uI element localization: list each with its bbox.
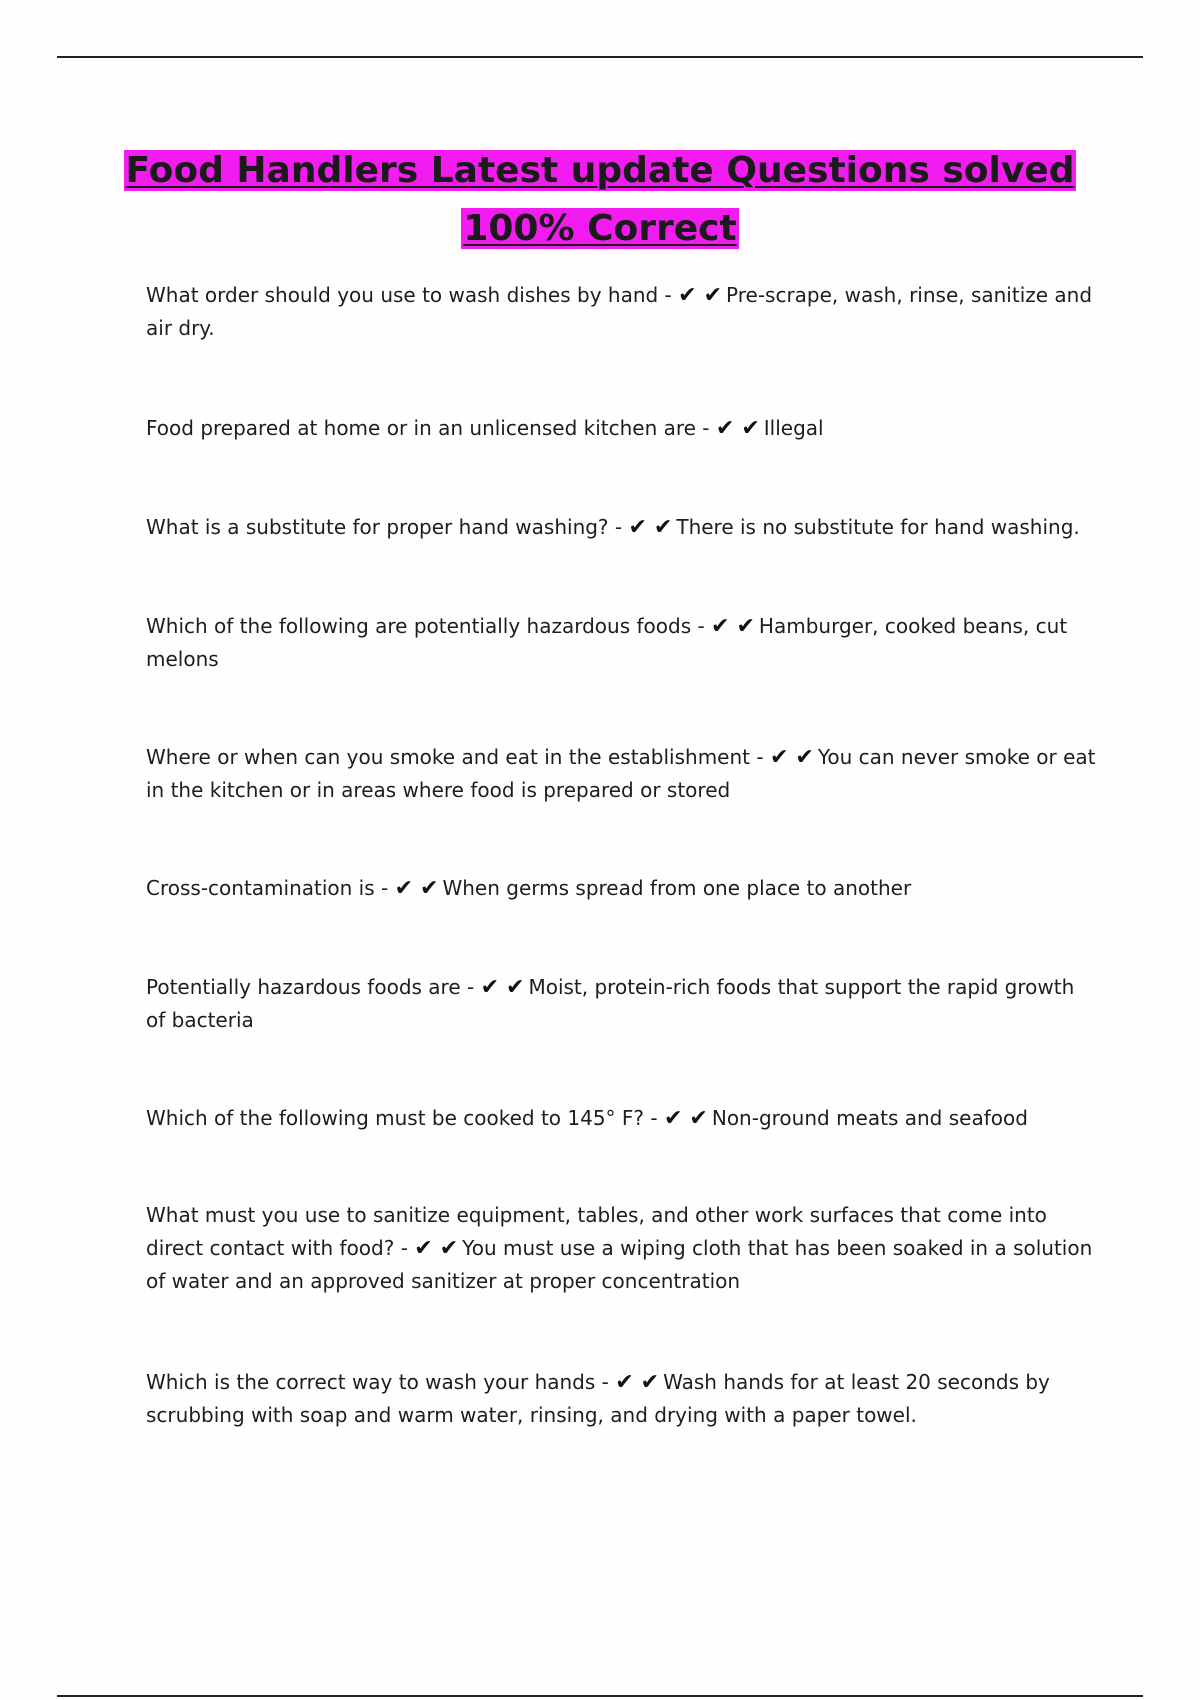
double-check-icon: ✔ ✔ [414,1236,459,1261]
question-text: Which is the correct way to wash your hands - [146,1370,609,1394]
double-check-icon: ✔ ✔ [663,1106,708,1131]
qa-item-6 [146,872,1096,905]
double-check-icon: ✔ ✔ [678,283,723,308]
answer-text: Non-ground meats and seafood [711,1106,1028,1130]
answer-text: When germs spread from one place to another [442,876,912,900]
answer-text: Hamburger, cooked beans, cut melons [146,614,1068,671]
question-text: Which of the following are potentially hazardous foods - [146,614,705,638]
double-check-icon: ✔ ✔ [769,745,814,770]
answer-text: Wash hands for at least 20 seconds by scrubbing with soap and warm water, rinsing, and drying with a paper towel. [146,1370,1050,1427]
double-check-icon: ✔ ✔ [711,614,755,639]
question-text: What order should you use to wash dishes by hand - [146,283,672,307]
question-text: Potentially hazardous foods are - [146,975,475,999]
bottom-rule [57,1695,1143,1697]
qa-item-4 [146,610,1096,676]
double-check-icon: ✔ ✔ [615,1370,660,1395]
qa-item-9 [146,1199,1096,1298]
qa-item-1 [146,279,1096,345]
question-text: Which of the following must be cooked to 145° F? - [146,1106,658,1130]
qa-item-10 [146,1366,1096,1432]
double-check-icon: ✔ ✔ [715,416,760,441]
answer-text: There is no substitute for hand washing. [676,515,1080,539]
qa-item-3 [146,511,1096,544]
answer-text: Pre-scrape, wash, rinse, sanitize and air dry. [146,283,1093,340]
answer-text: You must use a wiping cloth that has been soaked in a solution of water and an approved sanitizer at proper concentration [146,1236,1093,1293]
double-check-icon: ✔ ✔ [628,515,673,540]
question-text: Food prepared at home or in an unlicensed kitchen are - [146,416,710,440]
question-text: What must you use to sanitize equipment, tables, and other work surfaces that come into direct contact with food? - [146,1203,1047,1260]
qa-item-8 [146,1102,1096,1135]
qa-item-2 [146,412,1096,445]
qa-item-5 [146,741,1096,807]
qa-item-7 [146,971,1096,1037]
question-text: Where or when can you smoke and eat in the establishment - [146,745,764,769]
question-text: Cross-contamination is - [146,876,389,900]
answer-text: Illegal [763,416,824,440]
question-text: What is a substitute for proper hand washing? - [146,515,623,539]
document-title-text: Food Handlers Latest update Questions solved 100% Correct [125,150,1075,249]
double-check-icon: ✔ ✔ [394,876,439,901]
double-check-icon: ✔ ✔ [480,975,525,1000]
document-title [100,142,1100,258]
answer-text: You can never smoke or eat in the kitchen or in areas where food is prepared or stored [146,745,1096,802]
top-rule [57,56,1143,58]
answer-text: Moist, protein-rich foods that support the rapid growth of bacteria [146,975,1075,1032]
